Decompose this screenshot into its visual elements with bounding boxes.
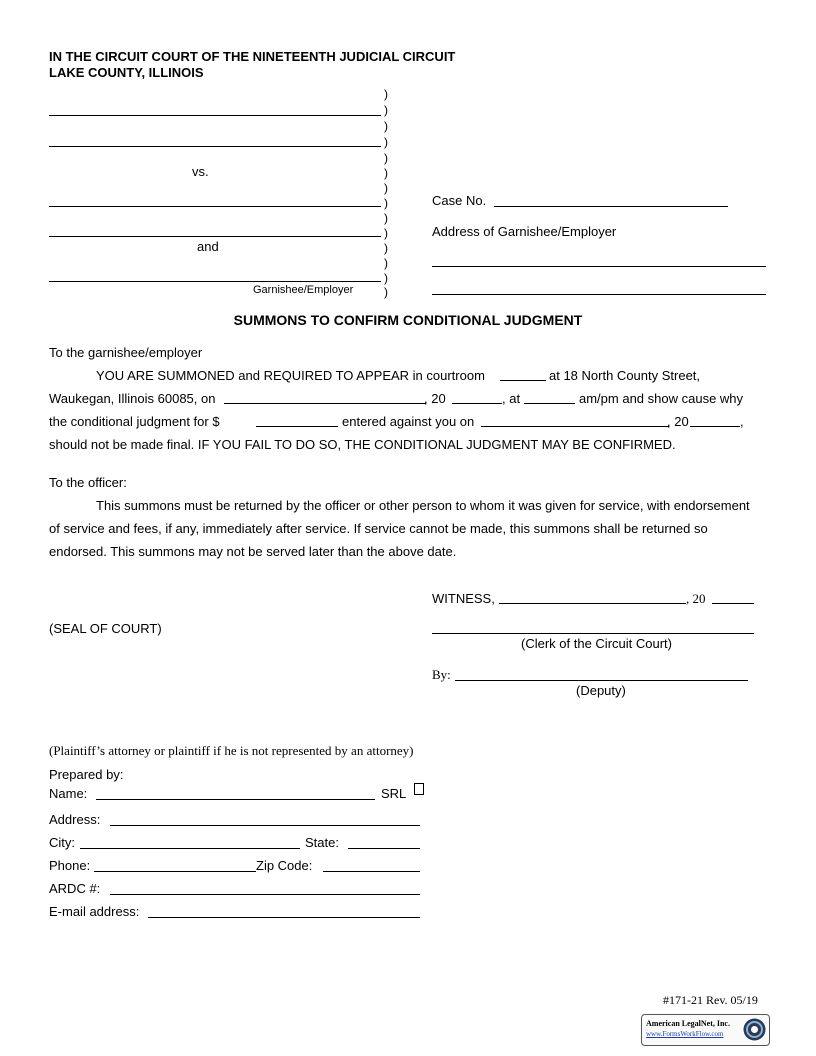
witness-year-field[interactable] xyxy=(712,603,754,604)
address-field[interactable] xyxy=(110,825,420,826)
caption-paren: ) xyxy=(384,226,388,240)
caption-paren: ) xyxy=(384,135,388,149)
address-label: Address: xyxy=(49,812,101,827)
summons-line1-a: YOU ARE SUMMONED and REQUIRED TO APPEAR in courtroom xyxy=(96,368,485,383)
summons-line2-c: , at xyxy=(502,391,521,406)
and-label: and xyxy=(197,239,219,254)
state-label: State: xyxy=(305,835,339,850)
witness-date-field[interactable] xyxy=(499,603,686,604)
logo-globe-icon xyxy=(742,1017,767,1042)
email-field[interactable] xyxy=(148,917,420,918)
garnishee-employer-label: Garnishee/Employer xyxy=(253,284,354,296)
caption-paren: ) xyxy=(384,119,388,133)
officer-line2: of service and fees, if any, immediately after service. If service cannot be made, this summons shall be returned so xyxy=(49,521,708,536)
courtroom-field[interactable] xyxy=(500,380,546,381)
summons-line2-a: Waukegan, Illinois 60085, on xyxy=(49,391,216,406)
ardc-field[interactable] xyxy=(110,894,420,895)
summons-line2-b: , 20 xyxy=(424,391,446,406)
caption-paren: ) xyxy=(384,196,388,210)
garnishee-address-label: Address of Garnishee/Employer xyxy=(432,224,617,239)
caption-paren: ) xyxy=(384,166,388,180)
officer-line1: This summons must be returned by the officer or other person to whom it was given for service, with endorsement xyxy=(96,498,750,513)
case-no-label: Case No. xyxy=(432,193,487,208)
judgment-date-field[interactable] xyxy=(481,426,669,427)
phone-field[interactable] xyxy=(94,871,256,872)
caption-paren: ) xyxy=(384,87,388,101)
plaintiff-line-1[interactable] xyxy=(49,115,381,116)
document-title: SUMMONS TO CONFIRM CONDITIONAL JUDGMENT xyxy=(233,312,583,328)
ardc-label: ARDC #: xyxy=(49,881,101,896)
garnishee-address-line-1[interactable] xyxy=(432,266,766,267)
city-field[interactable] xyxy=(80,848,300,849)
appearance-date-field[interactable] xyxy=(224,403,426,404)
clerk-label: (Clerk of the Circuit Court) xyxy=(521,636,672,651)
logo-company-name: American LegalNet, Inc. xyxy=(646,1019,730,1028)
caption-paren: ) xyxy=(384,103,388,117)
attorney-note: (Plaintiff’s attorney or plaintiff if he is not represented by an attorney) xyxy=(49,743,414,758)
name-field[interactable] xyxy=(96,799,375,800)
summons-line3-a: the conditional judgment for $ xyxy=(49,414,220,429)
srl-checkbox[interactable] xyxy=(414,783,424,795)
caption-paren: ) xyxy=(384,285,388,299)
defendant-line-1[interactable] xyxy=(49,206,381,207)
state-field[interactable] xyxy=(348,848,420,849)
caption-paren: ) xyxy=(384,151,388,165)
versus-label: vs. xyxy=(192,164,209,179)
seal-of-court: (SEAL OF COURT) xyxy=(49,621,162,636)
summons-line4: should not be made final. IF YOU FAIL TO DO SO, THE CONDITIONAL JUDGMENT MAY BE CONFIRMED. xyxy=(49,437,676,452)
judgment-amount-field[interactable] xyxy=(256,426,338,427)
garnishee-address-line-2[interactable] xyxy=(432,294,766,295)
name-label: Name: xyxy=(49,786,88,801)
caption-paren: ) xyxy=(384,271,388,285)
plaintiff-line-2[interactable] xyxy=(49,146,381,147)
caption-paren: ) xyxy=(384,256,388,270)
witness-label: WITNESS, xyxy=(432,591,495,606)
zip-field[interactable] xyxy=(323,871,420,872)
city-label: City: xyxy=(49,835,75,850)
form-number: #171-21 Rev. 05/19 xyxy=(663,993,758,1007)
judgment-year-field[interactable] xyxy=(690,426,740,427)
appearance-year-field[interactable] xyxy=(452,403,502,404)
by-label: By: xyxy=(432,667,451,682)
caption-paren: ) xyxy=(384,181,388,195)
officer-line3: endorsed. This summons may not be served later than the above date. xyxy=(49,544,457,559)
garnishee-line[interactable] xyxy=(49,281,381,282)
court-name-line1: IN THE CIRCUIT COURT OF THE NINETEENTH JUDICIAL CIRCUIT xyxy=(49,49,456,64)
prepared-by-label: Prepared by: xyxy=(49,767,124,782)
caption-paren: ) xyxy=(384,241,388,255)
to-garnishee-label: To the garnishee/employer xyxy=(49,345,203,360)
deputy-signature-line[interactable] xyxy=(455,680,748,681)
clerk-signature-line[interactable] xyxy=(432,633,754,634)
summons-line3-d: , xyxy=(740,414,744,429)
publisher-logo xyxy=(641,1014,770,1046)
defendant-line-2[interactable] xyxy=(49,236,381,237)
summons-line3-c: , 20 xyxy=(667,414,689,429)
logo-website: www.FormsWorkFlow.com xyxy=(646,1030,724,1038)
witness-year-prefix: , 20 xyxy=(686,591,706,606)
court-name-line2: LAKE COUNTY, ILLINOIS xyxy=(49,65,204,80)
case-no-field[interactable] xyxy=(494,206,728,207)
zip-label: Zip Code: xyxy=(256,858,313,873)
summons-line1-b: at 18 North County Street, xyxy=(549,368,701,383)
email-label: E-mail address: xyxy=(49,904,140,919)
summons-line2-d: am/pm and show cause why xyxy=(579,391,744,406)
caption-paren: ) xyxy=(384,211,388,225)
deputy-label: (Deputy) xyxy=(576,683,626,698)
to-officer-label: To the officer: xyxy=(49,475,127,490)
appearance-time-field[interactable] xyxy=(524,403,575,404)
summons-line3-b: entered against you on xyxy=(342,414,475,429)
srl-label: SRL xyxy=(381,786,407,801)
phone-label: Phone: xyxy=(49,858,91,873)
